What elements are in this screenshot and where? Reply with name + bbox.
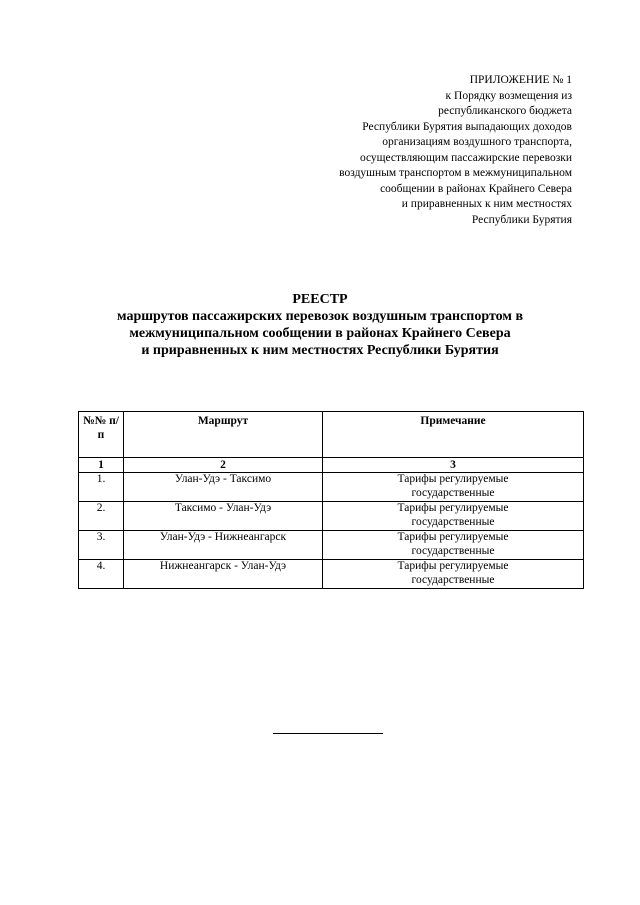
table-header-row [79, 412, 584, 458]
header-route: Маршрут [124, 412, 323, 458]
routes-table [78, 411, 584, 589]
row-route: Таксимо - Улан-Удэ [124, 502, 323, 531]
appendix-line: Республики Бурятия [471, 213, 572, 226]
appendix-line: к Порядку возмещения из [445, 89, 572, 102]
appendix-line: воздушным транспортом в межмуниципальном [339, 167, 572, 179]
row-note-cell [323, 502, 584, 531]
row-note-cell [323, 560, 584, 589]
document-title [0, 291, 640, 359]
table-row [79, 560, 584, 589]
column-number: 2 [124, 458, 323, 473]
table-row [79, 473, 584, 502]
column-number-row [79, 458, 584, 473]
appendix-reference [339, 73, 572, 228]
table-row [79, 531, 584, 560]
row-note: Тарифы регулируемые государственные [397, 502, 509, 528]
title-line: маршрутов пассажирских перевозок воздушным транспортом в [117, 309, 523, 324]
table-row [79, 502, 584, 531]
header-note: Примечание [323, 412, 584, 458]
appendix-line: осуществляющим пассажирские перевозки [359, 151, 572, 164]
appendix-line: Республики Бурятия выпадающих доходов [362, 120, 572, 133]
row-note: Тарифы регулируемые государственные [397, 560, 509, 586]
row-num: 3. [79, 531, 124, 560]
row-route: Нижнеангарск - Улан-Удэ [124, 560, 323, 589]
row-route: Улан-Удэ - Таксимо [124, 473, 323, 502]
title-line: межмуниципальном сообщении в районах Крайнего Севера [129, 326, 511, 341]
column-number: 1 [79, 458, 124, 473]
row-note-cell [323, 473, 584, 502]
row-num: 1. [79, 473, 124, 502]
appendix-line: ПРИЛОЖЕНИЕ № 1 [469, 74, 572, 86]
title-heading: РЕЕСТР [292, 292, 348, 307]
row-num: 4. [79, 560, 124, 589]
appendix-line: и приравненных к ним местностях [401, 198, 572, 210]
row-num: 2. [79, 502, 124, 531]
footer-divider [273, 733, 383, 734]
appendix-line: республиканского бюджета [438, 105, 572, 117]
row-note: Тарифы регулируемые государственные [397, 473, 509, 499]
appendix-line: сообщении в районах Крайнего Севера [380, 182, 572, 195]
appendix-line: организациям воздушного транспорта, [382, 136, 572, 148]
column-number: 3 [323, 458, 584, 473]
title-line: и приравненных к ним местностях Республики Бурятия [141, 343, 499, 358]
row-note: Тарифы регулируемые государственные [397, 531, 509, 557]
row-note-cell [323, 531, 584, 560]
row-route: Улан-Удэ - Нижнеангарск [124, 531, 323, 560]
header-num: №№ п/п [79, 412, 124, 458]
